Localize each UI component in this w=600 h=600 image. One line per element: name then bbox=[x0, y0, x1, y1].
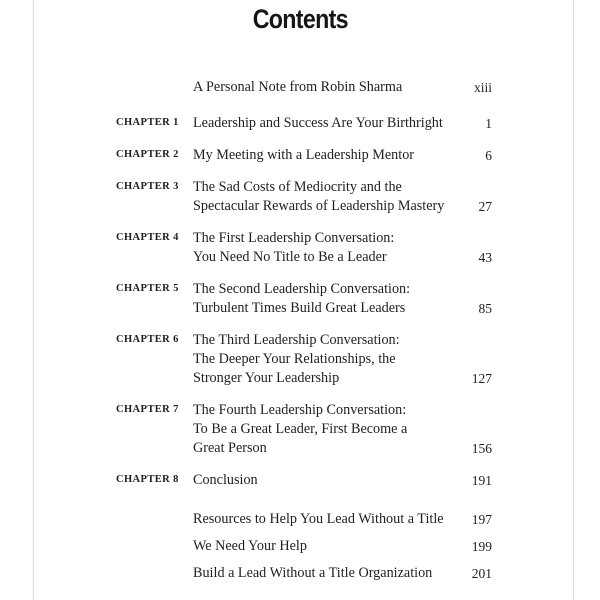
entry-title bbox=[193, 178, 444, 216]
entry-page-number: 85 bbox=[478, 301, 492, 316]
page-title: Contents bbox=[252, 4, 348, 34]
entry-title-line: The Deeper Your Relationships, the bbox=[193, 351, 396, 367]
entry-title-line: Conclusion bbox=[193, 472, 258, 488]
entry-title-line: The First Leadership Conversation: bbox=[193, 230, 395, 246]
entry-page-number: 6 bbox=[485, 148, 492, 163]
entry-page-number: 43 bbox=[478, 250, 492, 265]
chapter-label: CHAPTER 8 bbox=[116, 474, 179, 485]
entry-title-line: The Sad Costs of Mediocrity and the bbox=[193, 179, 402, 195]
entry-title-line: Turbulent Times Build Great Leaders bbox=[193, 300, 406, 316]
page-edge-right bbox=[573, 0, 574, 600]
entry-page-number: 127 bbox=[471, 371, 492, 386]
entry-title-line: Spectacular Rewards of Leadership Mastery bbox=[193, 198, 445, 214]
chapter-label: CHAPTER 2 bbox=[116, 149, 179, 160]
entry-title bbox=[193, 280, 410, 318]
entry-title bbox=[193, 564, 432, 583]
entry-page-number: 199 bbox=[471, 539, 492, 554]
entry-title-line: Build a Lead Without a Title Organization bbox=[193, 565, 433, 581]
chapter-label: CHAPTER 5 bbox=[116, 283, 179, 294]
entry-page-number: 1 bbox=[485, 116, 492, 131]
page-edge-left bbox=[33, 0, 34, 600]
entry-title-line: Great Person bbox=[193, 440, 267, 456]
entry-title bbox=[193, 146, 414, 165]
entry-title bbox=[193, 471, 258, 490]
entry-title bbox=[193, 401, 407, 458]
entry-title-line: To Be a Great Leader, First Become a bbox=[193, 421, 408, 437]
entry-title-line: We Need Your Help bbox=[193, 538, 307, 554]
entry-title bbox=[193, 537, 307, 556]
entry-title bbox=[193, 510, 444, 529]
chapter-label: CHAPTER 7 bbox=[116, 404, 179, 415]
entry-title-line: The Fourth Leadership Conversation: bbox=[193, 402, 407, 418]
entry-page-number: 191 bbox=[471, 473, 492, 488]
entry-title bbox=[193, 331, 400, 388]
entry-page-number: 201 bbox=[471, 566, 492, 581]
entry-title-line: Stronger Your Leadership bbox=[193, 370, 340, 386]
entry-title-line: The Third Leadership Conversation: bbox=[193, 332, 400, 348]
entry-title bbox=[193, 229, 394, 267]
entry-page-number: 156 bbox=[471, 441, 492, 456]
chapter-label: CHAPTER 3 bbox=[116, 181, 179, 192]
entry-title-line: A Personal Note from Robin Sharma bbox=[193, 79, 403, 95]
entry-page-number: xiii bbox=[473, 80, 492, 95]
chapter-label: CHAPTER 1 bbox=[116, 117, 179, 128]
entry-title-line: You Need No Title to Be a Leader bbox=[193, 249, 387, 265]
chapter-label: CHAPTER 4 bbox=[116, 232, 179, 243]
entry-title-line: The Second Leadership Conversation: bbox=[193, 281, 411, 297]
chapter-label: CHAPTER 6 bbox=[116, 334, 179, 345]
entry-title bbox=[193, 78, 402, 97]
entry-page-number: 197 bbox=[471, 512, 492, 527]
entry-title-line: Resources to Help You Lead Without a Title bbox=[193, 511, 444, 527]
entry-title bbox=[193, 114, 443, 133]
entry-title-line: Leadership and Success Are Your Birthright bbox=[193, 115, 443, 131]
entry-page-number: 27 bbox=[478, 199, 492, 214]
entry-title-line: My Meeting with a Leadership Mentor bbox=[193, 147, 415, 163]
